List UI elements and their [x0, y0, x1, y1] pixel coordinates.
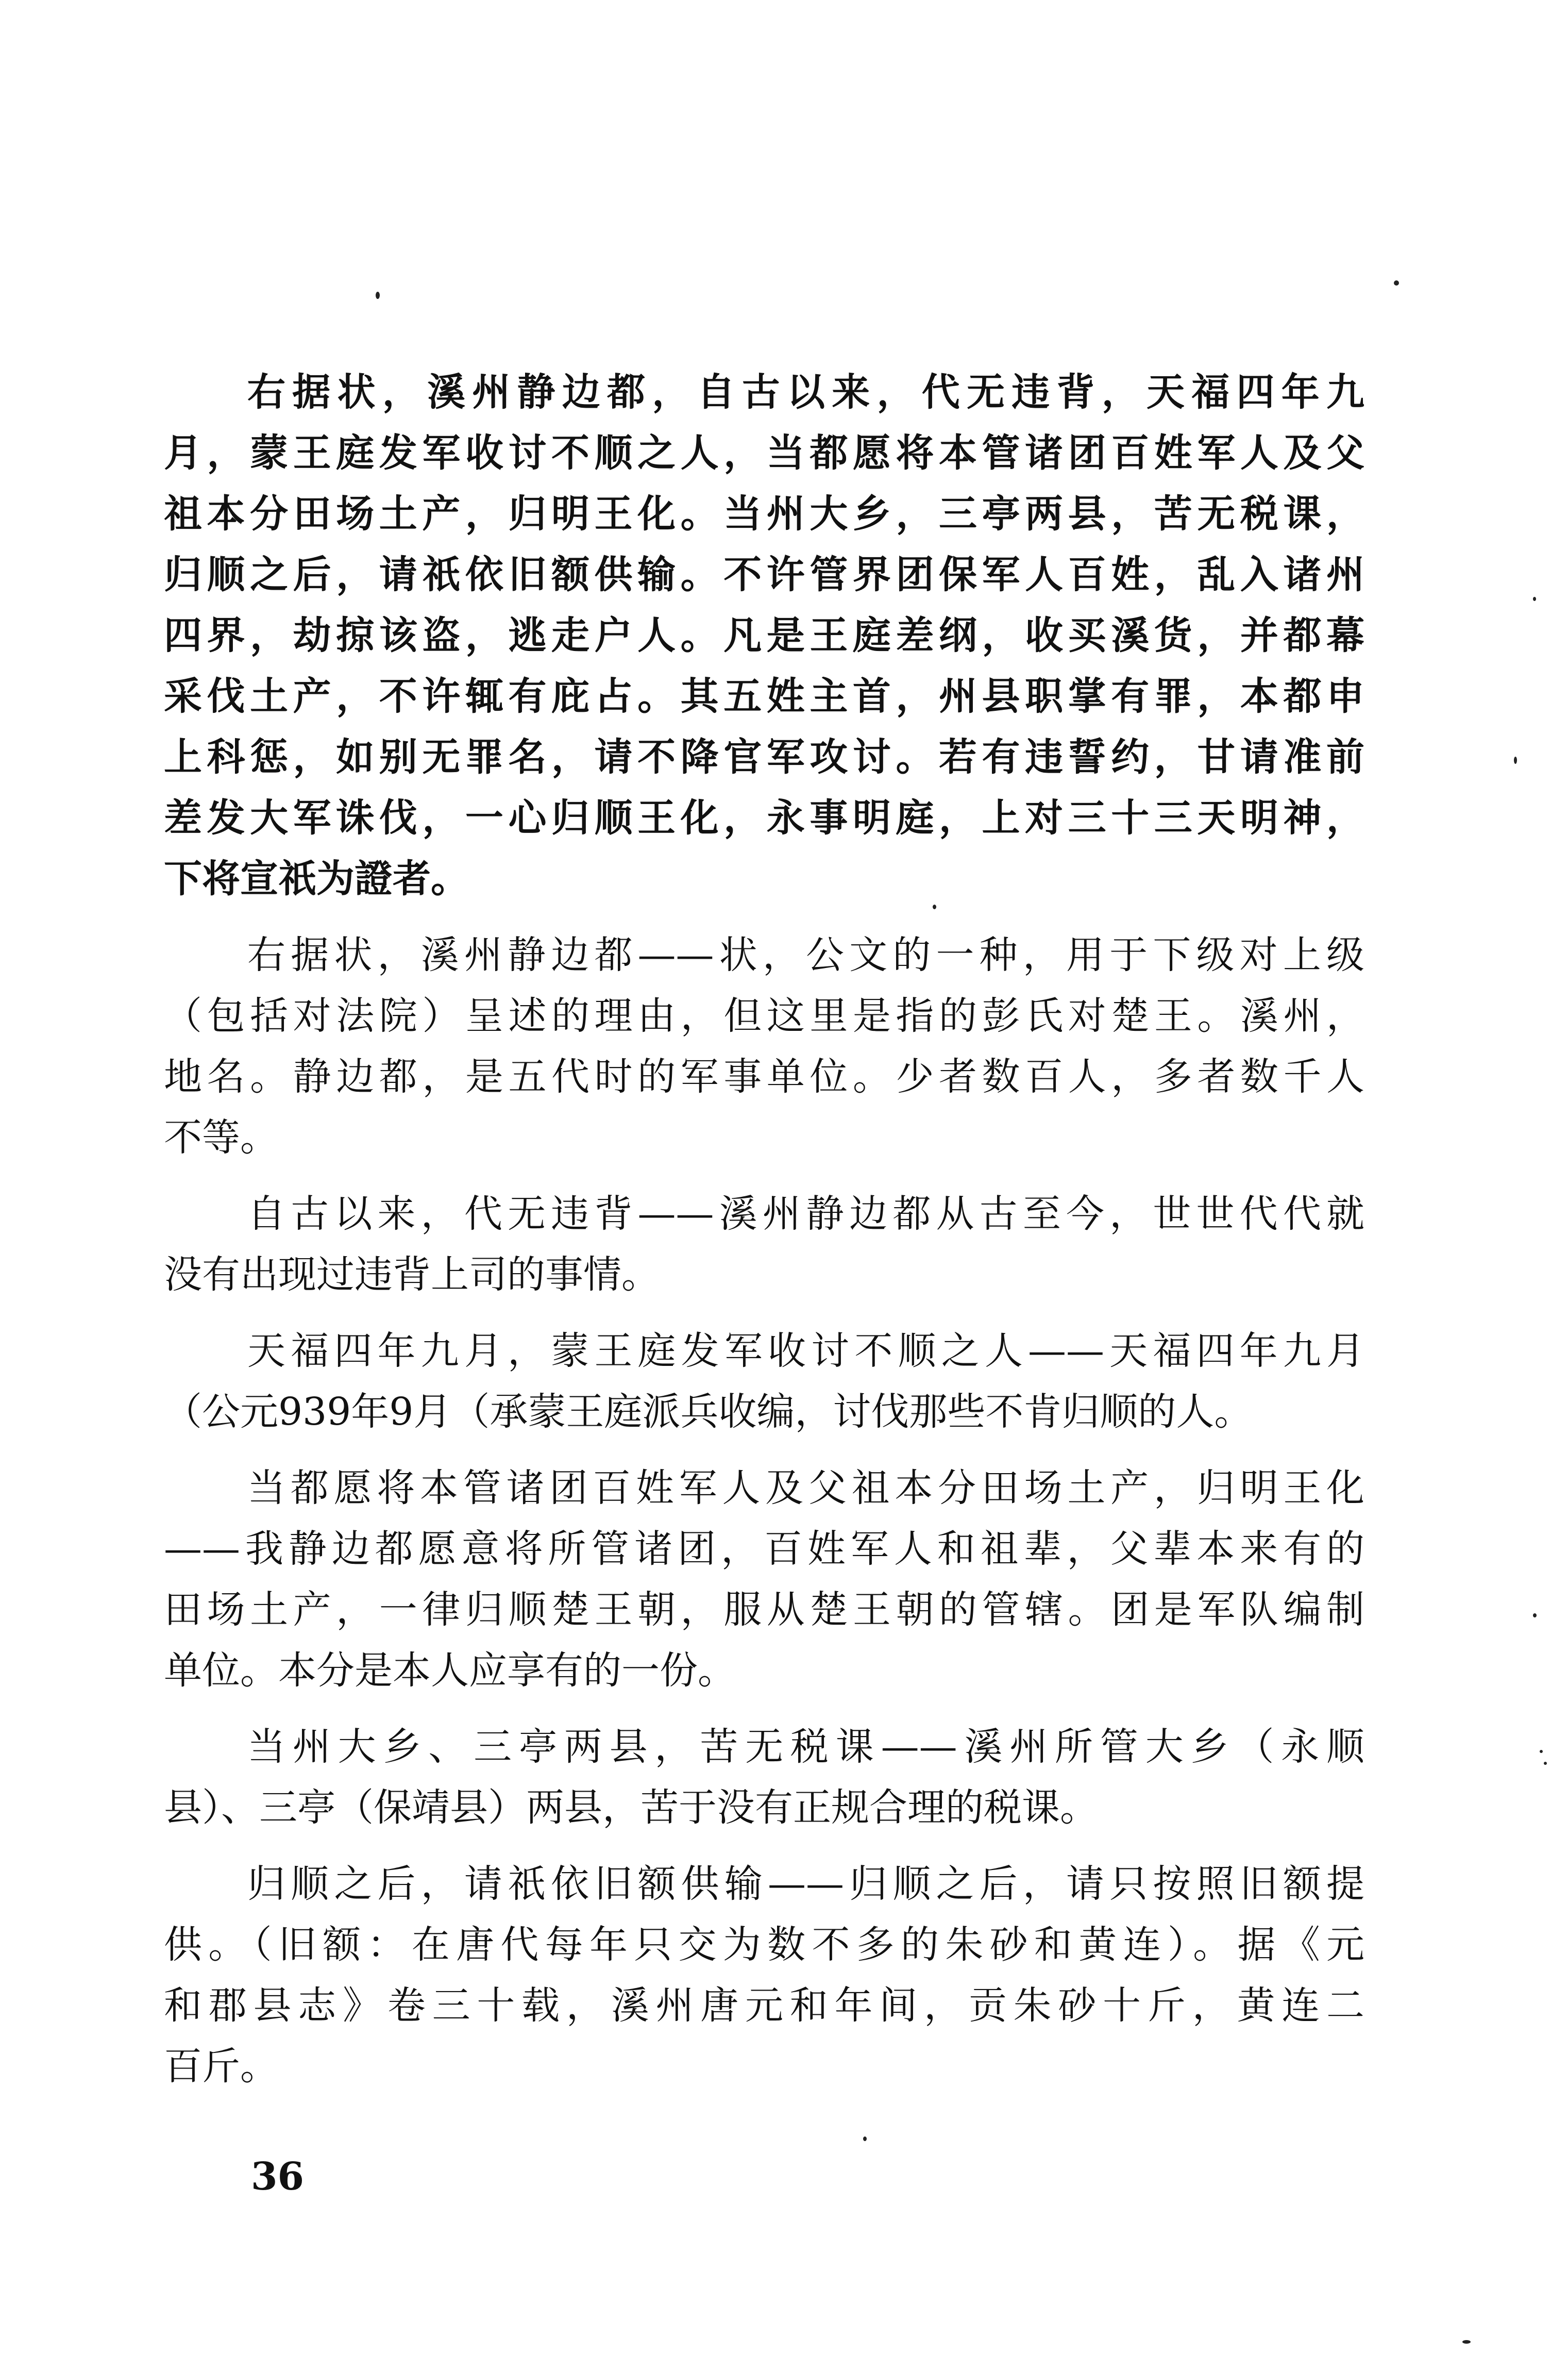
scan-speck — [1514, 757, 1517, 764]
paragraph-line: 地名。静边都，是五代时的军事单位。少者数百人，多者数千人 — [164, 1055, 1364, 1099]
scan-speck — [1462, 2340, 1471, 2344]
scan-speck — [1394, 280, 1399, 286]
paragraph-line: 自古以来，代无违背——溪州静边都从古至今，世世代代就 — [247, 1192, 1364, 1236]
scan-speck — [1540, 1750, 1543, 1753]
scan-speck — [1533, 597, 1536, 601]
paragraph-line: 和郡县志》卷三十载，溪州唐元和年间，贡朱砂十斤，黄连二 — [164, 1983, 1364, 2028]
annotation-paragraph — [164, 925, 1364, 1168]
annotation-paragraph — [164, 1716, 1364, 1838]
quote-line: 差发大军诛伐，一心归顺王化，永事明庭，上对三十三天明神， — [164, 796, 1364, 840]
annotation-paragraph — [164, 1854, 1364, 2097]
text-body — [164, 362, 1364, 2097]
paragraph-line: 单位。本分是本人应享有的一份。 — [164, 1648, 736, 1693]
scan-speck — [1544, 1762, 1547, 1765]
quote-line: 下将宣祇为證者。 — [164, 857, 469, 901]
paragraph-line: 县）、三亭（保靖县）两县，苦于没有正规合理的税课。 — [164, 1785, 1098, 1830]
paragraph-line: （公元939年9月（承蒙王庭派兵收编，讨伐那些不肯归顺的人。 — [164, 1390, 1253, 1434]
paragraph-line: 当都愿将本管诸团百姓军人及父祖本分田场土产，归明王化 — [247, 1466, 1364, 1510]
quote-line: 四界，劫掠该盗，逃走户人。凡是王庭差纲，收买溪货，并都幕 — [164, 613, 1364, 658]
paragraph-line: 天福四年九月，蒙王庭发军收讨不顺之人——天福四年九月 — [247, 1329, 1364, 1373]
scan-speck — [933, 905, 936, 909]
scan-speck — [376, 292, 380, 299]
paragraph-line: 百斤。 — [164, 2044, 278, 2089]
quote-line: 右据状，溪州静边都，自古以来，代无违背，天福四年九 — [247, 370, 1364, 414]
quote-line: 月，蒙王庭发军收讨不顺之人，当都愿将本管诸团百姓军人及父 — [164, 431, 1364, 475]
quote-line: 祖本分田场土产，归明王化。当州大乡，三亭两县，苦无税课， — [164, 492, 1364, 536]
quoted-passage — [164, 362, 1364, 909]
paragraph-line: 没有出现过违背上司的事情。 — [164, 1253, 660, 1297]
paragraph-line: 右据状，溪州静边都——状，公文的一种，用于下级对上级 — [247, 933, 1364, 977]
quote-line: 上科惩，如别无罪名，请不降官军攻讨。若有违誓约，甘请准前 — [164, 735, 1364, 779]
paragraph-line: 供。（旧额：在唐代每年只交为数不多的朱砂和黄连）。据《元 — [164, 1923, 1364, 1967]
annotation-paragraph — [164, 1458, 1364, 1701]
paragraph-line: 不等。 — [164, 1115, 278, 1160]
paragraph-line: （包括对法院）呈述的理由，但这里是指的彭氏对楚王。溪州， — [164, 994, 1364, 1038]
paragraph-line: ——我静边都愿意将所管诸团，百姓军人和祖辈，父辈本来有的 — [164, 1527, 1364, 1571]
page-number: 36 — [251, 2155, 304, 2199]
annotation-paragraph — [164, 1183, 1364, 1305]
quote-line: 归顺之后，请祇依旧额供输。不许管界团保军人百姓，乱入诸州 — [164, 553, 1364, 597]
quote-line: 采伐土产，不许辄有庇占。其五姓主首，州县职掌有罪，本都申 — [164, 674, 1364, 719]
paragraph-line: 田场土产，一律归顺楚王朝，服从楚王朝的管辖。团是军队编制 — [164, 1588, 1364, 1632]
paragraph-line: 当州大乡、三亭两县，苦无税课——溪州所管大乡（永顺 — [247, 1725, 1364, 1769]
paragraph-line: 归顺之后，请祇依旧额供输——归顺之后，请只按照旧额提 — [247, 1862, 1364, 1906]
annotation-paragraph — [164, 1321, 1364, 1442]
scan-speck — [1533, 1613, 1537, 1617]
scan-speck — [863, 2136, 867, 2141]
